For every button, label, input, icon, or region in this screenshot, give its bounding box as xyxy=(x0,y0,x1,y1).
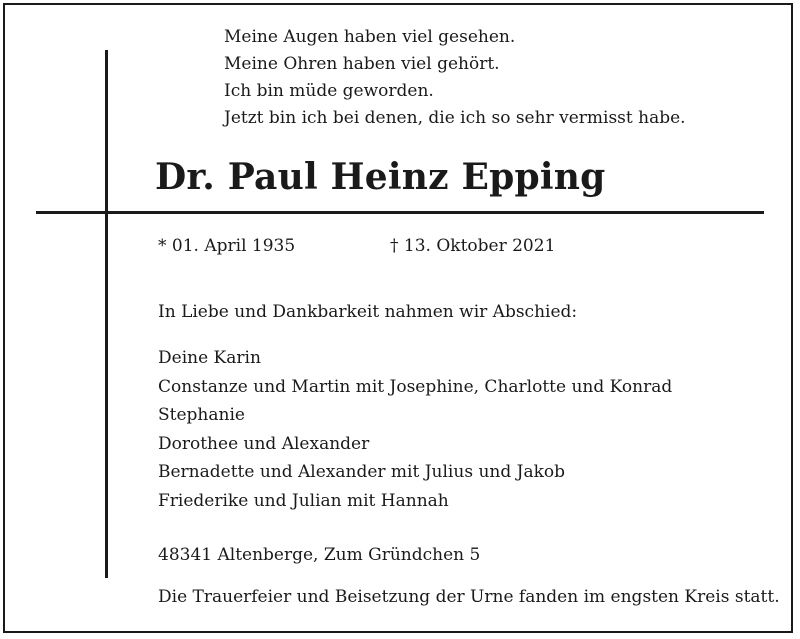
poem xyxy=(224,24,686,132)
poem-line: Meine Ohren haben viel gehört. xyxy=(224,54,500,74)
family-member: Dorothee und Alexander xyxy=(158,433,370,454)
family-member: Friederike und Julian mit Hannah xyxy=(158,490,449,511)
ceremony-note: Die Trauerfeier und Beisetzung der Urne fanden im engsten Kreis statt. xyxy=(158,587,780,607)
poem-line: Jetzt bin ich bei denen, die ich so sehr vermisst habe. xyxy=(224,108,686,128)
family-member: Constanze und Martin mit Josephine, Charlotte und Konrad xyxy=(158,376,673,397)
address: 48341 Altenberge, Zum Gründchen 5 xyxy=(158,545,481,565)
poem-line: Meine Augen haben viel gesehen. xyxy=(224,27,516,47)
cross-horizontal-bar xyxy=(36,211,764,214)
family-member: Deine Karin xyxy=(158,348,261,368)
farewell-intro: In Liebe und Dankbarkeit nahmen wir Abschied: xyxy=(158,302,578,322)
family-member: Stephanie xyxy=(158,405,245,425)
poem-line: Ich bin müde geworden. xyxy=(224,81,434,101)
family-list xyxy=(158,344,672,515)
family-member: Bernadette und Alexander mit Julius und Jakob xyxy=(158,462,565,482)
death-date: † 13. Oktober 2021 xyxy=(390,236,556,256)
birth-date: * 01. April 1935 xyxy=(158,236,296,256)
cross-vertical-bar xyxy=(105,50,108,578)
deceased-name: Dr. Paul Heinz Epping xyxy=(155,156,606,198)
